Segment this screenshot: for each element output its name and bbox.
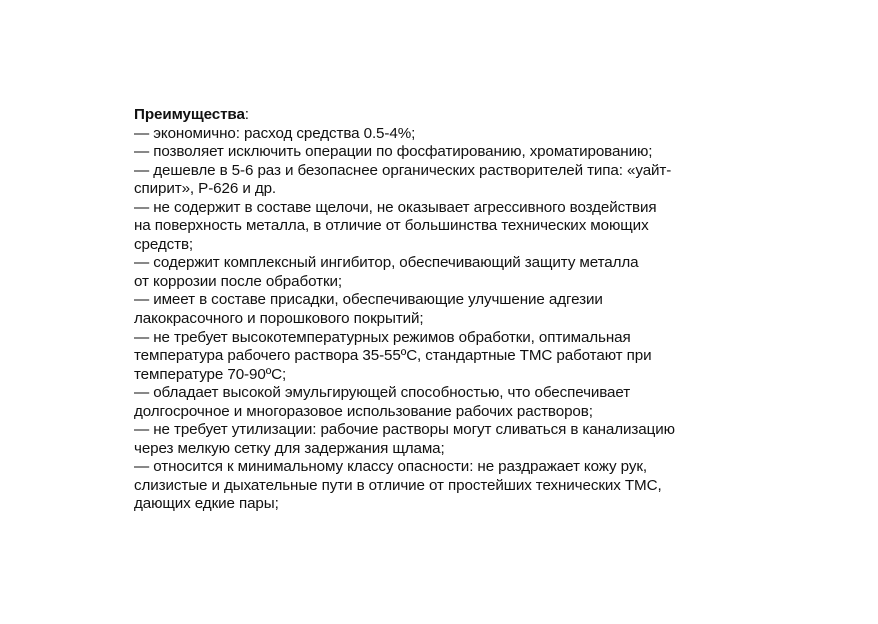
text-line: через мелкую сетку для задержания щлама; [134, 439, 445, 457]
text-line: — относится к минимальному классу опасности: не раздражает кожу рук, [134, 458, 647, 476]
text-line: — обладает высокой эмульгирующей способностью, что обеспечивает [134, 384, 631, 402]
advantages-heading: Преимущества [134, 106, 245, 123]
text-line: от коррозии после обработки; [134, 272, 343, 290]
text-line: температура рабочего раствора 35-55ºC, стандартные ТМС работают при [134, 347, 652, 365]
text-line: дающих едкие пары; [134, 495, 279, 513]
text-line: на поверхность металла, в отличие от большинства технических моющих [134, 217, 649, 235]
text-line: слизистые и дыхательные пути в отличие от простейших технических ТМС, [134, 476, 662, 494]
text-line: — не содержит в составе щелочи, не оказывает агрессивного воздействия [134, 198, 657, 216]
text-line: — содержит комплексный ингибитор, обеспечивающий защиту металла [134, 254, 639, 272]
text-line: — не требует высокотемпературных режимов обработки, оптимальная [134, 328, 631, 346]
advantages-heading-line [134, 106, 774, 125]
advantages-text-block [134, 106, 774, 514]
heading-colon: : [244, 106, 249, 123]
text-line: спирит», Р-626 и др. [134, 180, 277, 198]
text-line: средств; [134, 235, 194, 253]
text-line: — имеет в составе присадки, обеспечивающие улучшение адгезии [134, 291, 603, 309]
text-line: — не требует утилизации: рабочие растворы могут сливаться в канализацию [134, 421, 675, 439]
text-line: — дешевле в 5-6 раз и безопаснее органических растворителей типа: «уайт- [134, 161, 672, 179]
text-line: — экономично: расход средства 0.5-4%; [134, 124, 416, 142]
text-line: — позволяет исключить операции по фосфатированию, хроматированию; [134, 143, 653, 161]
text-line: долгосрочное и многоразовое использование рабочих растворов; [134, 402, 593, 420]
text-line: лакокрасочного и порошкового покрытий; [134, 310, 424, 328]
text-line: температуре 70-90ºC; [134, 365, 287, 383]
